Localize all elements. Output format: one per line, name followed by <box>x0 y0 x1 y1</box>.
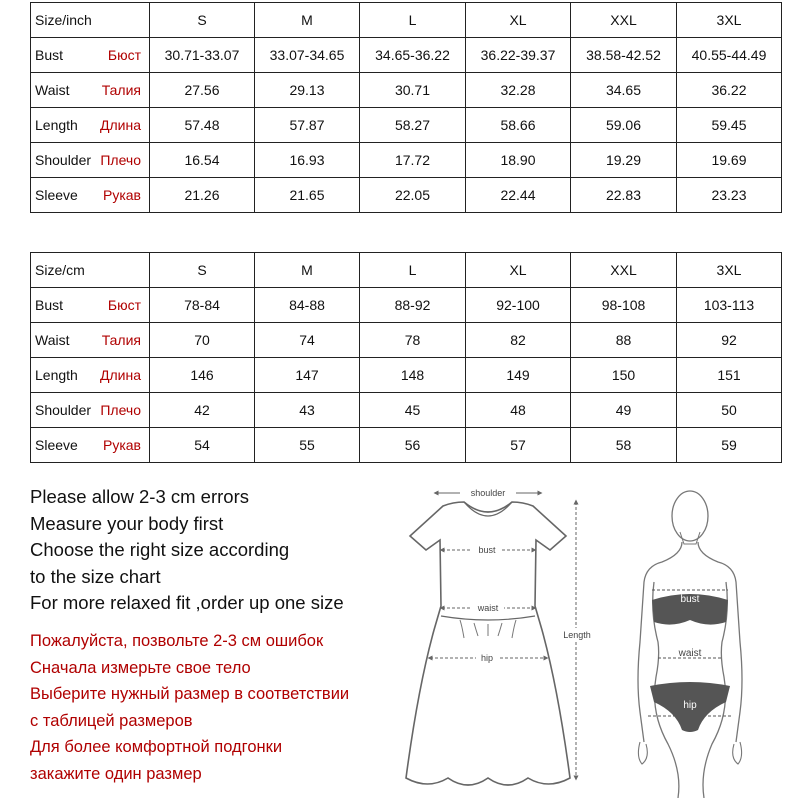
header-row <box>31 253 782 288</box>
row-label-cell <box>31 428 150 463</box>
row-label-ru: Бюст <box>107 297 141 313</box>
size-header-cell: 3XL <box>677 253 782 288</box>
row-label-cell <box>31 178 150 213</box>
table-cell: 148 <box>360 358 466 393</box>
row-label-en: Length <box>35 367 78 383</box>
table-cell: 58.66 <box>466 108 571 143</box>
table-cell: 151 <box>677 358 782 393</box>
table-cell: 16.54 <box>150 143 255 178</box>
table-cell: 45 <box>360 393 466 428</box>
row-label-cell <box>31 358 150 393</box>
table-cell: 48 <box>466 393 571 428</box>
row-label-en: Bust <box>35 297 64 313</box>
body-waist-label: waist <box>678 648 702 659</box>
table-cell: 82 <box>466 323 571 358</box>
row-label-ru: Длина <box>100 367 141 383</box>
table-cell: 84-88 <box>255 288 360 323</box>
table-cell: 103-113 <box>677 288 782 323</box>
dress-diagram <box>398 478 608 800</box>
row-label-ru: Талия <box>101 332 141 348</box>
table-cell: 27.56 <box>150 73 255 108</box>
header-row <box>31 3 782 38</box>
row-label-ru: Длина <box>100 117 141 133</box>
size-header-cell: M <box>255 3 360 38</box>
body-hip-label: hip <box>683 700 697 711</box>
table-cell: 88-92 <box>360 288 466 323</box>
table-cell: 22.83 <box>571 178 677 213</box>
table-row <box>31 38 782 73</box>
table-cell: 98-108 <box>571 288 677 323</box>
table-row <box>31 178 782 213</box>
row-label-cell <box>31 143 150 178</box>
table-cell: 58 <box>571 428 677 463</box>
size-header-cell: S <box>150 3 255 38</box>
table-cell: 42 <box>150 393 255 428</box>
table-cell: 78-84 <box>150 288 255 323</box>
table-cell: 59 <box>677 428 782 463</box>
size-header-cell: L <box>360 253 466 288</box>
table-cell: 19.69 <box>677 143 782 178</box>
bust-label: bust <box>478 545 496 555</box>
table-cell: 30.71-33.07 <box>150 38 255 73</box>
size-table-inch <box>30 2 782 213</box>
note-line: Please allow 2-3 cm errors <box>30 486 249 507</box>
size-header-cell: L <box>360 3 466 38</box>
length-label: Length <box>563 630 591 640</box>
row-label-en: Shoulder <box>35 402 92 418</box>
table-row <box>31 108 782 143</box>
note-line-ru: Для более комфортной подгонки <box>30 738 283 756</box>
table-cell: 57.87 <box>255 108 360 143</box>
table-cell: 22.44 <box>466 178 571 213</box>
table-cell: 36.22-39.37 <box>466 38 571 73</box>
table-cell: 40.55-44.49 <box>677 38 782 73</box>
row-label-ru: Рукав <box>103 437 141 453</box>
table-cell: 34.65 <box>571 73 677 108</box>
note-line: to the size chart <box>30 565 161 587</box>
table-cell: 92-100 <box>466 288 571 323</box>
table-cell: 57 <box>466 428 571 463</box>
size-header-cell: M <box>255 253 360 288</box>
note-line: For more relaxed fit ,order up one size <box>30 592 344 613</box>
table-cell: 21.26 <box>150 178 255 213</box>
table-cell: 30.71 <box>360 73 466 108</box>
size-header-cell: XXL <box>571 253 677 288</box>
size-header-cell: XL <box>466 253 571 288</box>
table-row <box>31 428 782 463</box>
table-cell: 29.13 <box>255 73 360 108</box>
table-cell: 56 <box>360 428 466 463</box>
notes-russian <box>30 628 349 787</box>
body-diagram <box>622 482 778 798</box>
body-bust-label: bust <box>680 594 700 605</box>
table-cell: 54 <box>150 428 255 463</box>
table-cell: 58.27 <box>360 108 466 143</box>
row-label-ru: Плечо <box>100 152 141 168</box>
row-label-cell <box>31 108 150 143</box>
note-line-ru: Сначала измерьте свое тело <box>30 658 251 677</box>
table-cell: 23.23 <box>677 178 782 213</box>
table-row <box>31 323 782 358</box>
row-label-en: Sleeve <box>35 437 78 453</box>
table-cell: 18.90 <box>466 143 571 178</box>
table-cell: 36.22 <box>677 73 782 108</box>
table-cell: 78 <box>360 323 466 358</box>
table-cell: 33.07-34.65 <box>255 38 360 73</box>
table-row <box>31 73 782 108</box>
row-label-en: Shoulder <box>35 152 92 168</box>
table-cell: 22.05 <box>360 178 466 213</box>
hip-label: hip <box>480 653 494 663</box>
table-cell: 55 <box>255 428 360 463</box>
table-cell: 88 <box>571 323 677 358</box>
table-cell: 19.29 <box>571 143 677 178</box>
table-cell: 57.48 <box>150 108 255 143</box>
table-cell: 32.28 <box>466 73 571 108</box>
note-line-ru: закажите один размер <box>30 764 202 783</box>
row-label-cell <box>31 323 150 358</box>
unit-header-cell: Size/cm <box>31 253 150 288</box>
note-line-ru: с таблицей размеров <box>30 711 193 730</box>
table-cell: 92 <box>677 323 782 358</box>
note-line-ru: Пожалуйста, позвольте 2-3 см ошибок <box>30 632 324 650</box>
unit-header-cell: Size/inch <box>31 3 150 38</box>
row-label-ru: Плечо <box>100 402 141 418</box>
notes-english <box>30 484 344 617</box>
size-header-cell: XL <box>466 3 571 38</box>
row-label-en: Waist <box>35 332 70 348</box>
shoulder-label: shoulder <box>470 488 506 498</box>
table-row <box>31 143 782 178</box>
table-cell: 74 <box>255 323 360 358</box>
table-cell: 49 <box>571 393 677 428</box>
table-cell: 59.45 <box>677 108 782 143</box>
table-row <box>31 288 782 323</box>
row-label-en: Length <box>35 117 78 133</box>
table-cell: 38.58-42.52 <box>571 38 677 73</box>
size-table-cm <box>30 252 782 463</box>
size-header-cell: 3XL <box>677 3 782 38</box>
table-cell: 34.65-36.22 <box>360 38 466 73</box>
row-label-ru: Бюст <box>107 47 141 63</box>
table-cell: 146 <box>150 358 255 393</box>
table-cell: 17.72 <box>360 143 466 178</box>
size-header-cell: XXL <box>571 3 677 38</box>
table-cell: 70 <box>150 323 255 358</box>
table-cell: 147 <box>255 358 360 393</box>
note-line-ru: Выберите нужный размер в соответствии <box>30 685 350 703</box>
table-row <box>31 358 782 393</box>
table-cell: 59.06 <box>571 108 677 143</box>
waist-label: waist <box>477 603 499 613</box>
row-label-ru: Рукав <box>103 187 141 203</box>
row-label-en: Waist <box>35 82 70 98</box>
table-cell: 16.93 <box>255 143 360 178</box>
row-label-cell <box>31 288 150 323</box>
row-label-cell <box>31 38 150 73</box>
table-cell: 43 <box>255 393 360 428</box>
row-label-cell <box>31 73 150 108</box>
table-cell: 149 <box>466 358 571 393</box>
table-cell: 150 <box>571 358 677 393</box>
row-label-en: Bust <box>35 47 64 63</box>
size-header-cell: S <box>150 253 255 288</box>
row-label-cell <box>31 393 150 428</box>
row-label-ru: Талия <box>101 82 141 98</box>
table-row <box>31 393 782 428</box>
note-line: Choose the right size according <box>30 539 290 560</box>
note-line: Measure your body first <box>30 512 224 534</box>
table-cell: 21.65 <box>255 178 360 213</box>
row-label-en: Sleeve <box>35 187 78 203</box>
table-cell: 50 <box>677 393 782 428</box>
